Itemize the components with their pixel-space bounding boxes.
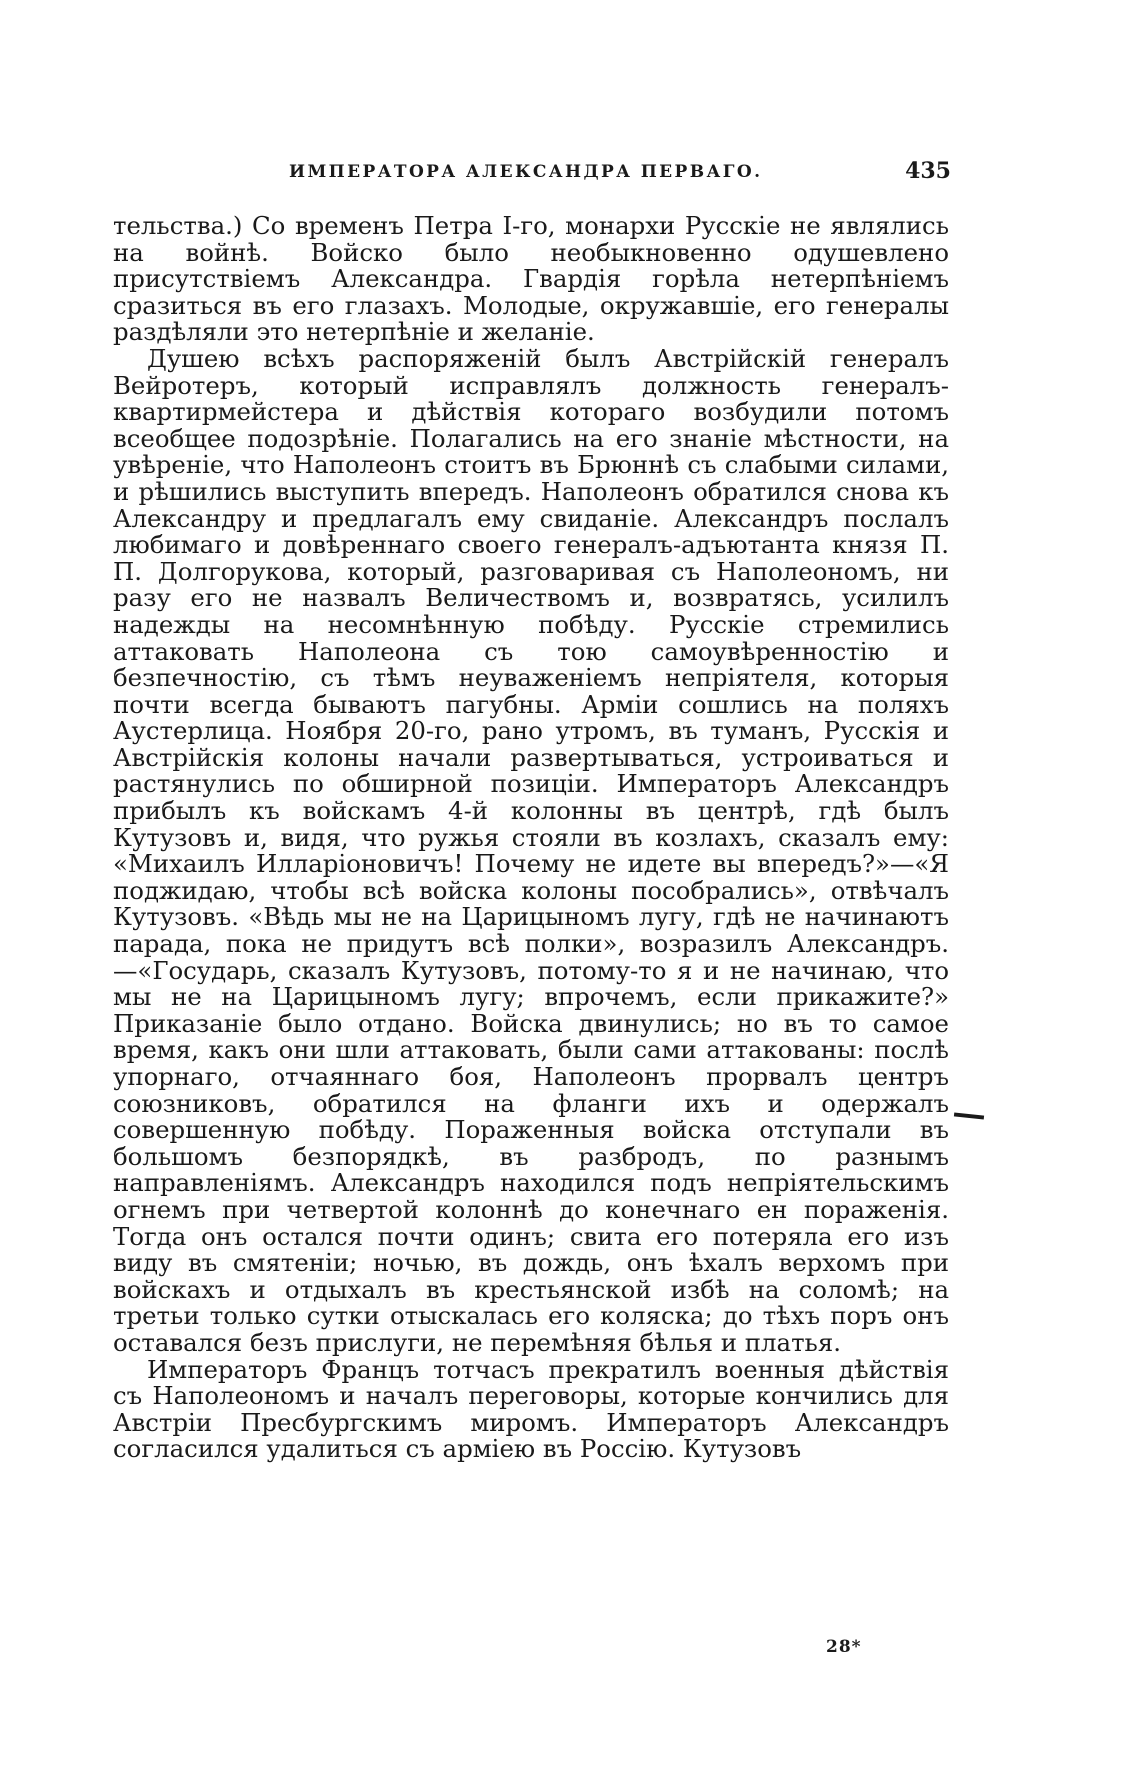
body-text <box>113 213 949 1463</box>
paragraph-2: Душею всѣхъ распоряженій былъ Австрійскій генералъ Вейротеръ, который исправлялъ должность генералъ-квартирмейстера и дѣйствія котораго возбудили потомъ всеобщее подозрѣніе. Полагались на его знаніе мѣстности, на увѣреніе, что Наполеонъ стоитъ въ Брюннѣ съ слабыми силами, и рѣшились выступить впередъ. Наполеонъ обратился снова къ Александру и предлагалъ ему свиданіе. Александръ послалъ любимаго и довѣреннаго своего генералъ-адъютанта князя П. П. Долгорукова, который, разговаривая съ Наполеономъ, ни разу его не назвалъ Величествомъ и, возвратясь, усилилъ надежды на несомнѣнную побѣду. Русскіе стремились аттаковать Наполеона съ тою самоувѣренностію и безпечностію, съ тѣмъ неуваженіемъ непріятеля, которыя почти всегда бываютъ пагубны. Арміи сошлись на поляхъ Аустерлица. Ноября 20-го, рано утромъ, въ туманъ, Русскія и Австрійскія колоны начали развертываться, устроиваться и растянулись по обширной позиціи. Императоръ Александръ прибылъ къ войскамъ 4-й колонны въ центрѣ, гдѣ былъ Кутузовъ и, видя, что ружья стояли въ козлахъ, сказалъ ему: «Михаилъ Илларіоновичъ! Почему не идете вы впередъ?»—«Я поджидаю, чтобы всѣ войска колоны пособрались», отвѣчалъ Кутузовъ. «Вѣдь мы не на Царицыномъ лугу, гдѣ не начинаютъ парада, пока не придутъ всѣ полки», возразилъ Александръ.—«Государь, сказалъ Кутузовъ, потому-то я и не начинаю, что мы не на Царицыномъ лугу; впрочемъ, если прикажите?» Приказаніе было отдано. Войска двинулись; но въ то самое время, какъ они шли аттаковать, были сами аттакованы: послѣ упорнаго, отчаяннаго боя, Наполеонъ прорвалъ центръ союзниковъ, обратился на фланги ихъ и одержалъ совершенную побѣду. Пораженныя войска отступали въ большомъ безпорядкѣ, въ разбродъ, по разнымъ направленіямъ. Александръ находился подъ непріятельскимъ огнемъ при четвертой колоннѣ до конечнаго ен пораженія. Тогда онъ остался почти одинъ; свита его потеряла его изъ виду въ смятеніи; ночью, въ дождь, онъ ѣхалъ верхомъ при войскахъ и отдыхалъ въ крестьянской избѣ на соломѣ; на третьи только сутки отыскалась его коляска; до тѣхъ поръ онъ оставался безъ прислуги, не перемѣняя бѣлья и платья. <box>113 343 949 1357</box>
paragraph-1: тельства.) Со временъ Петра I-го, монархи Русскіе не являлись на войнѣ. Войско было необыкновенно одушевлено присутствіемъ Александра. Гвардія горѣла нетерпѣніемъ сразиться въ его глазахъ. Молодые, окружавшіе, его генералы раздѣляли это нетерпѣніе и желаніе. <box>113 211 949 347</box>
running-head <box>113 160 951 190</box>
page-number: 435 <box>905 158 951 184</box>
margin-mark <box>954 1112 984 1119</box>
signature-mark: 28* <box>826 1637 862 1657</box>
running-title: ИМПЕРАТОРА АЛЕКСАНДРА ПЕРВАГО. <box>289 162 763 182</box>
paragraph-3: Императоръ Францъ тотчасъ прекратилъ военныя дѣйствія съ Наполеономъ и началъ переговоры, которые кончились для Австріи Пресбургскимъ миромъ. Императоръ Александръ согласился удалиться съ арміею въ Россію. Кутузовъ <box>113 1354 949 1464</box>
